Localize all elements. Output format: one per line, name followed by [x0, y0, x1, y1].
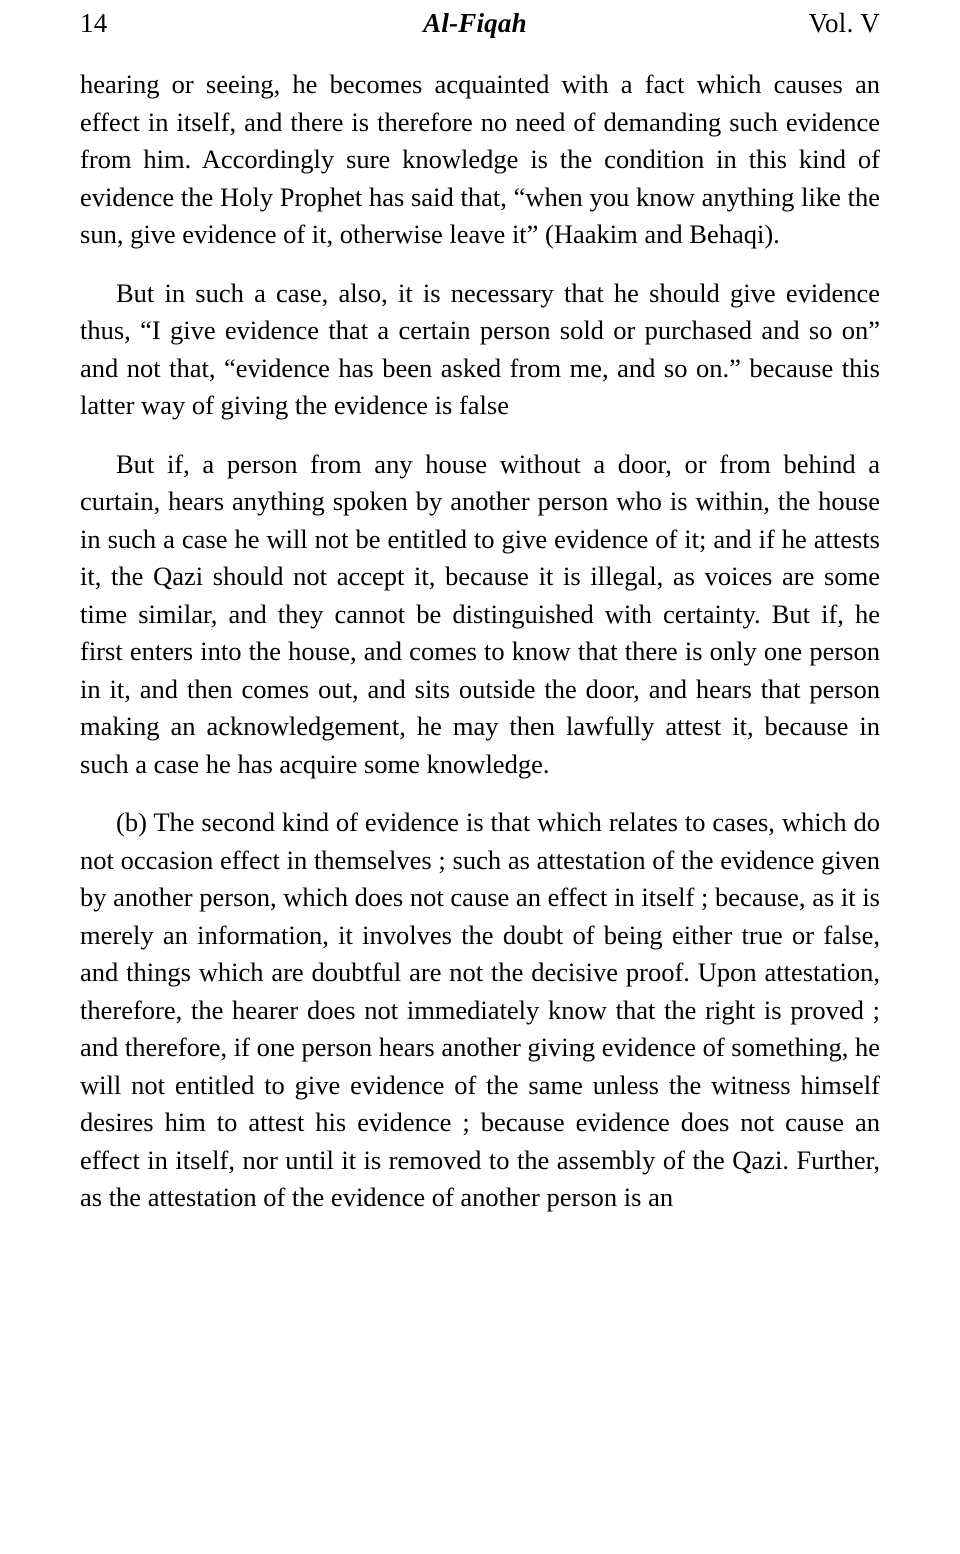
paragraph: But in such a case, also, it is necessary that he should give evidence thus, “I give evidence that a certain person sold or purchased and so on” and not that, “evidence has been asked from me, and so on.” because this latter way of giving the evidence is false: [80, 277, 880, 420]
paragraph: (b) The second kind of evidence is that which relates to cases, which do not occasion effect in themselves ; such as attestation of the evidence given by another person, which does not cause an effect in itself ; because, as it is merely an information, it involves the doubt of being either true or false, and things which are doubtful are not the decisive proof. Upon attestation, therefore, the hearer does not immediately know that the right is proved ; and therefore, if one person hears another giving evidence of something, he will not entitled to give evidence of the same unless the witness himself desires him to attest his evidence ; because evidence does not cause an effect in itself, nor until it is removed to the assembly of the Qazi. Further, as the attestation of the evidence of another person is an: [80, 807, 880, 1212]
page-number: 14: [80, 8, 108, 38]
page-body: [80, 48, 880, 1217]
book-title: Al-Fiqah: [423, 8, 527, 38]
paragraph: hearing or seeing, he becomes acquainted with a fact which causes an effect in itself, and there is therefore no need of demanding such evidence from him. Accordingly sure knowledge is the condition in this kind of evidence the Holy Prophet has said that, “when you know anything like the sun, give evidence of it, otherwise leave it” (Haakim and Behaqi).: [80, 69, 880, 249]
volume-label: Vol. V: [808, 8, 880, 38]
page-header: [80, 0, 880, 48]
paragraph: But if, a person from any house without a door, or from behind a curtain, hears anything spoken by another person who is within, the house in such a case he will not be entitled to give evidence of it; and if he attests it, the Qazi should not accept it, because it is illegal, as voices are some time similar, and they cannot be distinguished with certainty. But if, he first enters into the house, and comes to know that there is only one person in it, and then comes out, and sits outside the door, and hears that person making an acknowledgement, he may then lawfully attest it, because in such a case he has acquire some knowledge.: [80, 448, 880, 779]
